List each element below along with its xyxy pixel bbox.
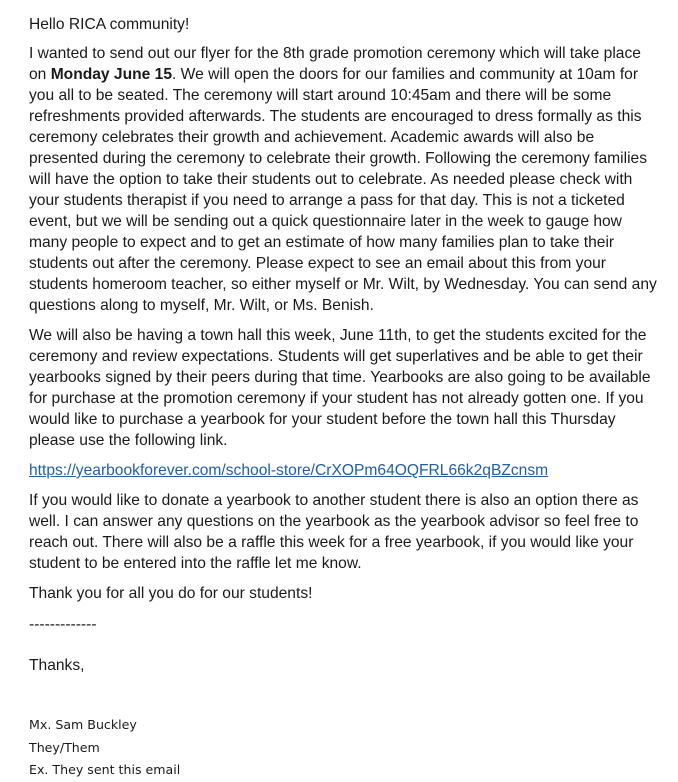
paragraph-ceremony bbox=[29, 43, 661, 316]
paragraph-town-hall: We will also be having a town hall this week, June 11th, to get the students excited for the ceremony and review expectations. Students will get superlatives and be able to get their yearbooks signed by their peers during that time. Yearbooks are also going to be available for purchase at the promotion ceremony if your student has not already gotten one. If you would like to purchase a yearbook for your student before the town hall this Thursday please use the following link. bbox=[29, 327, 651, 449]
link-line bbox=[29, 460, 661, 481]
signature-block bbox=[29, 714, 180, 782]
greeting: Hello RICA community! bbox=[29, 16, 190, 33]
signature-pronouns: They/Them bbox=[29, 739, 100, 755]
email-body bbox=[29, 14, 661, 676]
closing-line: Thank you for all you do for our students! bbox=[29, 585, 313, 602]
signature-name: Mx. Sam Buckley bbox=[29, 717, 137, 732]
separator: ------------- bbox=[29, 616, 97, 633]
paragraph-ceremony-intro: I wanted to send out our flyer for the 8th grade promotion ceremony which will take place on bbox=[29, 45, 641, 83]
paragraph-donate: If you would like to donate a yearbook to another student there is also an option there as well. I can answer any questions on the yearbook as the yearbook advisor so feel free to reach out. There will also be a raffle this week for a free yearbook, if you would like your student to be entered into the raffle let me know. bbox=[29, 492, 639, 572]
signoff: Thanks, bbox=[29, 657, 85, 674]
yearbook-store-link[interactable]: https://yearbookforever.com/school-store/CrXOPm64OQFRL66k2qBZcnsm bbox=[29, 462, 549, 479]
ceremony-date: Monday June 15 bbox=[50, 66, 173, 83]
paragraph-ceremony-details: . We will open the doors for our families and community at 10am for you all to be seated. The ceremony will start around 10:45am and there will be some refreshments provided afterwards. The students are encouraged to dress formally as this ceremony celebrates their growth and achievement. Academic awards will also be presented during the ceremony to celebrate their growth. Following the ceremony families will have the option to take their students out to celebrate. As needed please check with your students therapist if you need to arrange a pass for that day. This is not a ticketed event, but we will be sending out a quick questionnaire later in the week to gauge how many people to expect and to get an estimate of how many families plan to take their students out after the ceremony. Please expect to see an email about this from your students homeroom teacher, so either myself or Mr. Wilt, by Wednesday. You can send any questions along to myself, Mr. Wilt, or Ms. Benish. bbox=[29, 66, 657, 314]
signature-example: Ex. They sent this email bbox=[29, 762, 181, 777]
